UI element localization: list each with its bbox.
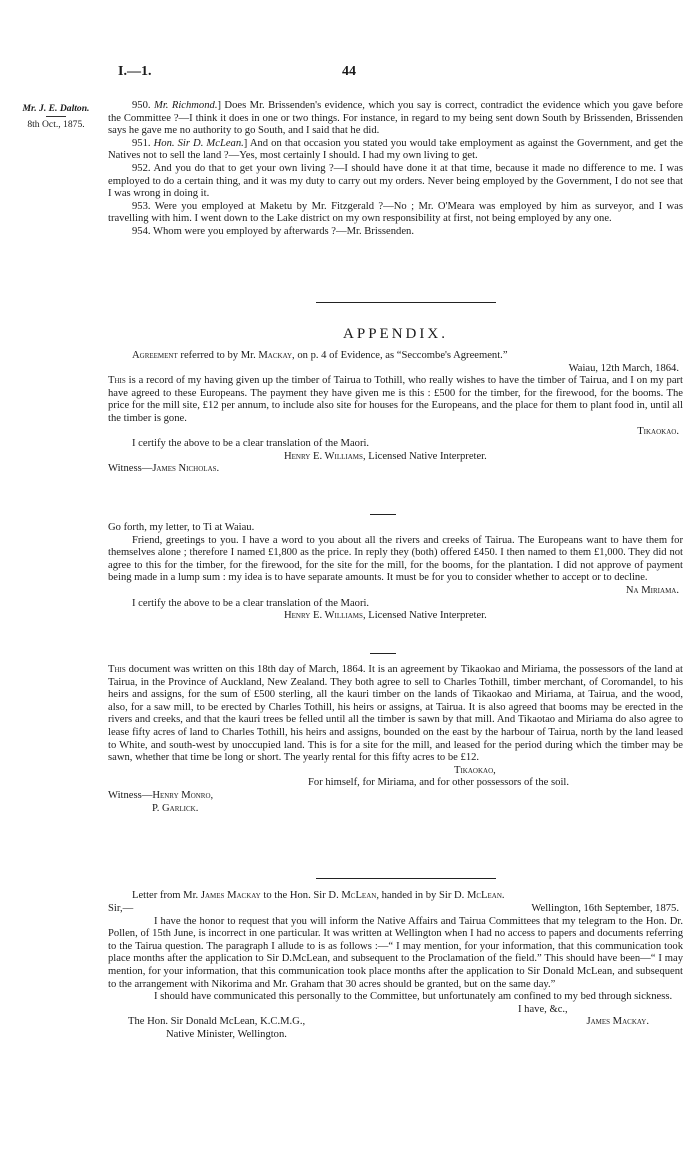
letter-signature: James Mackay.: [586, 1016, 649, 1028]
caption-text: , handed in by Sir D.: [376, 890, 467, 901]
letter-body: Friend, greetings to you. I have a word to you about all the rivers and creeks of Tairua. The Europeans want to have them for themselves alone ; therefore I named £1,800 as the price. In reply they (both) offered £450. I then named to them £1,000. They did not agree to this for the timber, for the firewood, for the site for the mill, for the booms, for the plantation. I did not approve of payment being made in a lump sum : my idea is to have separate amounts. It must be for you to consider whether to accept or to decline.: [108, 534, 683, 584]
agreement-signature: Tikaokao.: [637, 425, 679, 437]
caption-name: McLean: [466, 890, 502, 901]
evidence-paragraph: [108, 138, 683, 163]
addressee-line-1: The Hon. Sir Donald McLean, K.C.M.G.,: [128, 1016, 306, 1028]
mackay-caption: [108, 890, 683, 903]
document-body-lead: This: [108, 664, 126, 675]
margin-witness-name: Mr. J. E. Dalton.: [22, 103, 90, 114]
document-signature: Tikaokao,: [454, 764, 496, 776]
witness-name: Henry Monro,: [152, 789, 214, 801]
section-divider: [316, 878, 496, 879]
question-number: 951.: [132, 137, 151, 149]
document-signature-note: For himself, for Miriama, and for other possessors of the soil.: [308, 777, 569, 789]
agreement-section: [108, 350, 683, 476]
addressee-line-2: Native Minister, Wellington.: [166, 1029, 287, 1041]
agreement-body: [108, 375, 683, 425]
document-body-text: document was written on this 18th day of March, 1864. It is an agreement by Tikaokao and Miriama, the possessors of the land at Tairua, in the Province of Auckland, New Zealand. They both agree to sell to Charles Tothill, timber merchant, of Coromandel, to his heirs and assigns, for the sum of £500 sterling, all the kauri timber on the lands of Tikaokao and Miriama, at Tairua, and the wood, also, for a saw mill, to be erected by Charles Tothill, his heirs or assigns, at Tairua. It is also agreed that booms may be erected in the rivers and creeks, and that the kauri trees be felled until all the timber is sawn by that mill. And Tikaotao and Miriama do also agree to lease fifty acres of land to Charles Tothill, his heirs and assigns, bounded on the east by the harbour of Tairua, north by the land leased to White, and south-west by unoccupied land. This is for a site for the mill, and leased for the period during which the timber may be sawn, whether that time be long or short. The yearly rental for this fifty acres to be £12.: [108, 664, 683, 764]
mackay-paragraph-1: I have the honor to request that you will inform the Native Affairs and Tairua Committees that my telegram to the Hon. Dr. Pollen, of 15th June, is incorrect in one particular. It was written at Wellington when I had no access to papers and documents referring to the Tairua question. The paragraph I allude to is as follows :—“ I may mention, for your information, that this communication took place months after the application to Sir D.McLean, and subsequent to the Proclamation of the field.” This should have been—“ I may mention, for your information, that this communication took place months after the application to Sir Donald McLean, and subsequent to the arrangement with Nikorima and Mr. Graham that 30 acres should be granted, but on the same day.”: [108, 915, 683, 990]
question-number: 954.: [132, 225, 151, 237]
evidence-text: And you do that to get your own living ?—I should have done it at that time, because it made no difference to me. I was employed to do a certain thing, and it was my duty to carry out my orders. Never being employed by the Government, I do not see that I was wrong in doing it.: [108, 162, 683, 200]
evidence-text: Were you employed at Maketu by Mr. Fitzgerald ?—No ; Mr. O'Meara was employed by him as surveyor, and I was travelling with him. I went down to the Lake district on my own responsibility at first, not being employed by any one.: [108, 200, 683, 225]
question-number: 953.: [132, 200, 151, 212]
interpreter-title: , Licensed Native Interpreter.: [362, 450, 487, 462]
evidence-paragraph: [108, 226, 683, 239]
interpreter-title: , Licensed Native Interpreter.: [362, 610, 487, 622]
appendix-title: APPENDIX.: [343, 326, 448, 342]
caption-text: .: [501, 890, 505, 901]
agreement-interpreter: [108, 451, 683, 464]
agreement-caption-name: Mackay: [258, 350, 293, 361]
caption-text: to the Hon. Sir D.: [260, 890, 342, 901]
page-number: 44: [342, 64, 356, 79]
agreement-caption-tail: , on p. 4 of Evidence, as “Seccombe's Agreement.”: [292, 350, 508, 361]
caption-name: James Mackay: [200, 890, 261, 901]
caption-name: McLean: [341, 890, 377, 901]
letter-signature: Na Miriama.: [625, 584, 679, 596]
agreement-body-text: is a record of my having given up the timber of Tairua to Tothill, who really wishes to have the timber of Tairua, and I on my part have agreed to these Europeans. The payment they have given me is this : £500 for the timber, for the firewood, for the booms. The price for the mill site, £12 per annum, to include also site for houses for the Europeans, and the place for them to plant food in, until all the timber is gone.: [108, 375, 683, 424]
section-divider: [316, 302, 496, 303]
short-divider: [370, 653, 396, 654]
agreement-caption-lead: Agreement: [132, 350, 178, 361]
agreement-certify: I certify the above to be a clear translation of the Maori.: [132, 438, 370, 450]
question-number: 952.: [132, 162, 151, 174]
letter-closing: I have, &c.,: [518, 1003, 568, 1015]
signature-row: [108, 1016, 683, 1029]
margin-note: [6, 102, 106, 131]
margin-date: 8th Oct., 1875.: [27, 119, 85, 130]
evidence-text: ] Does Mr. Brissenden's evidence, which you say is correct, contradict the evidence which you gave before the Committee ?—I think it does in one or two things. For instance, in regard to my being sent down South by Brissenden, Brissenden says he gave me no authority to go South, and I said that he did.: [108, 100, 683, 137]
letter-opening: Go forth, my letter, to Ti at Waiau.: [108, 522, 255, 533]
interpreter-name: Henry E. Williams: [284, 450, 363, 462]
letter-place-date: Wellington, 16th September, 1875.: [531, 902, 679, 914]
evidence-text: Whom were you employed by afterwards ?—Mr. Brissenden.: [153, 225, 414, 237]
witness-label: Witness—: [108, 463, 153, 475]
agreement-body-lead: This: [108, 375, 126, 387]
short-divider: [370, 514, 396, 515]
examiner-name: Mr. Richmond.: [154, 100, 218, 111]
interpreter-name: Henry E. Williams: [284, 610, 363, 622]
mackay-paragraph-2: I should have communicated this personally to the Committee, but unfortunately am confined to my bed through sickness.: [154, 991, 673, 1003]
agreement-caption-text: referred to by Mr.: [177, 350, 259, 361]
margin-divider: [46, 116, 66, 117]
sale-document: [108, 664, 683, 815]
evidence-paragraph: [108, 100, 683, 138]
agreement-caption: [108, 350, 683, 363]
document-witness: [108, 790, 683, 803]
examiner-name: Hon. Sir D. McLean.: [153, 137, 244, 149]
agreement-witness: [108, 463, 683, 476]
witness-name: James Nicholas.: [152, 463, 220, 475]
miriama-letter: [108, 522, 683, 623]
evidence-section: [108, 100, 683, 239]
evidence-text: ] And on that occasion you stated you would take employment as against the Government, and get the Natives not to sell the land ?—Yes, most certainly I should. I had my own living to get.: [108, 137, 683, 162]
document-body: [108, 664, 683, 765]
agreement-place-date: Waiau, 12th March, 1864.: [568, 362, 679, 374]
letter-certify: I certify the above to be a clear translation of the Maori.: [132, 597, 370, 609]
evidence-paragraph: [108, 163, 683, 201]
caption-text: Letter from Mr.: [132, 890, 201, 901]
document-witness-2: P. Garlick.: [152, 802, 199, 814]
document-id: I.—1.: [118, 64, 152, 79]
salutation-row: [108, 903, 683, 916]
witness-label: Witness—: [108, 789, 153, 801]
letter-interpreter: [108, 610, 683, 623]
question-number: 950.: [132, 100, 151, 111]
evidence-paragraph: [108, 201, 683, 226]
salutation: Sir,—: [108, 902, 134, 914]
mackay-letter: [108, 890, 683, 1042]
